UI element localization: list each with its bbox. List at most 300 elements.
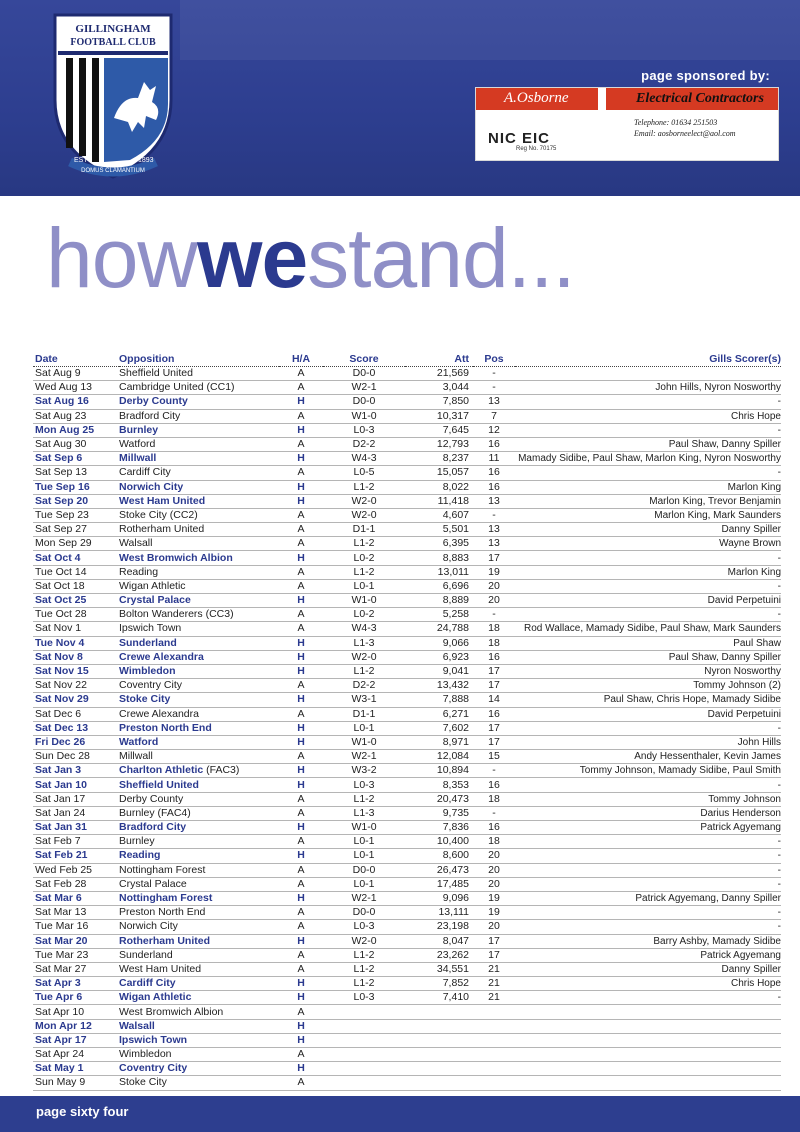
score-cell (323, 721, 405, 735)
scorers-cell (515, 523, 781, 537)
score-text: L1-2 (353, 962, 375, 975)
scorers-cell (515, 1033, 781, 1047)
opposition-cell (119, 877, 279, 891)
match-date-text: Sat Sep 27 (35, 523, 87, 536)
table-row (33, 750, 781, 764)
score-text: W2-1 (351, 750, 377, 763)
opposition-cell (119, 480, 279, 494)
scorers-cell (515, 835, 781, 849)
attendance-text: 9,066 (442, 636, 469, 649)
attendance-cell (405, 806, 473, 820)
league-position-cell (473, 948, 515, 962)
scorers-text: - (777, 907, 781, 919)
home-away-text: H (297, 636, 305, 649)
league-position-text: 17 (488, 735, 500, 748)
opposition-text: Nottingham Forest (119, 892, 213, 905)
home-away-cell (279, 367, 323, 381)
attendance-cell (405, 906, 473, 920)
opposition-text: Stoke City (119, 1076, 167, 1089)
scorers-text: - (777, 609, 781, 621)
match-date-cell (33, 735, 119, 749)
opposition-cell (119, 1019, 279, 1033)
score-text: L1-2 (353, 948, 375, 961)
league-position-text: - (492, 806, 496, 819)
home-away-text: H (297, 934, 305, 947)
attendance-cell (405, 764, 473, 778)
scorers-cell (515, 579, 781, 593)
home-away-text: A (297, 806, 305, 819)
scorers-cell (515, 891, 781, 905)
score-cell (323, 622, 405, 636)
match-date-text: Sat Jan 17 (35, 792, 86, 805)
home-away-text: A (297, 409, 305, 422)
opposition-cell (119, 579, 279, 593)
scorers-cell (515, 395, 781, 409)
match-date-text: Sat Apr 10 (35, 1005, 85, 1018)
opposition-cell (119, 594, 279, 608)
attendance-text: 7,602 (442, 721, 469, 734)
home-away-cell (279, 891, 323, 905)
scorers-text: Marlon King (727, 481, 781, 493)
scorers-cell (515, 1062, 781, 1076)
match-date-text: Sat Mar 20 (35, 934, 88, 947)
league-position-cell (473, 1048, 515, 1062)
opposition-cell (119, 906, 279, 920)
header-score: Score (323, 352, 405, 367)
fixtures-body (33, 367, 781, 1091)
home-away-cell (279, 707, 323, 721)
home-away-text: A (297, 962, 305, 975)
match-date-text: Sat Jan 10 (35, 778, 87, 791)
opposition-text: Coventry City (119, 679, 183, 692)
opposition-cell (119, 494, 279, 508)
attendance-cell (405, 821, 473, 835)
opposition-cell (119, 537, 279, 551)
home-away-cell (279, 466, 323, 480)
opposition-cell (119, 437, 279, 451)
score-cell (323, 494, 405, 508)
score-cell (323, 962, 405, 976)
opposition-text: Cardiff City (119, 977, 176, 990)
score-cell (323, 1033, 405, 1047)
opposition-text: Preston North End (119, 906, 206, 919)
opposition-cell (119, 707, 279, 721)
league-position-text: 20 (488, 579, 500, 592)
match-date-text: Sat Nov 1 (35, 622, 82, 635)
score-text: L0-1 (353, 849, 375, 862)
table-row (33, 835, 781, 849)
match-date-cell (33, 991, 119, 1005)
score-text: D2-2 (352, 679, 376, 692)
scorers-cell (515, 367, 781, 381)
league-position-text: 20 (488, 920, 500, 933)
opposition-cell (119, 1076, 279, 1090)
home-away-cell (279, 664, 323, 678)
league-position-cell (473, 565, 515, 579)
score-text: L0-1 (353, 877, 375, 890)
opposition-cell (119, 977, 279, 991)
score-text: W1-0 (351, 821, 377, 834)
league-position-cell (473, 906, 515, 920)
match-date-text: Sat Aug 30 (35, 438, 87, 451)
attendance-text: 21,569 (436, 367, 469, 380)
opposition-cell (119, 1033, 279, 1047)
table-row (33, 792, 781, 806)
opposition-cell (119, 622, 279, 636)
attendance-cell (405, 1048, 473, 1062)
attendance-cell (405, 608, 473, 622)
score-cell (323, 821, 405, 835)
home-away-text: A (297, 906, 305, 919)
score-text: L1-2 (353, 665, 375, 678)
attendance-text: 10,400 (436, 835, 469, 848)
opposition-text: Bolton Wanderers (CC3) (119, 608, 234, 621)
scorers-text: - (777, 878, 781, 890)
home-away-text: H (297, 594, 305, 607)
home-away-cell (279, 565, 323, 579)
attendance-cell (405, 452, 473, 466)
league-position-cell (473, 821, 515, 835)
table-row (33, 508, 781, 522)
scorers-cell (515, 750, 781, 764)
opposition-text: Sheffield United (119, 778, 199, 791)
home-away-cell (279, 608, 323, 622)
attendance-cell (405, 991, 473, 1005)
score-text: W2-1 (351, 892, 377, 905)
attendance-text: 12,084 (436, 750, 469, 763)
score-text: W2-0 (351, 508, 377, 521)
attendance-cell (405, 508, 473, 522)
sponsor-email: Email: aosborneelect@aol.com (634, 129, 736, 138)
home-away-text: A (297, 750, 305, 763)
match-date-cell (33, 1005, 119, 1019)
match-date-cell (33, 891, 119, 905)
attendance-text: 10,894 (436, 764, 469, 777)
league-position-cell (473, 579, 515, 593)
header-scorers: Gills Scorer(s) (515, 352, 781, 367)
scorers-text: David Perpetuini (707, 708, 781, 720)
home-away-text: A (297, 1076, 305, 1089)
match-date-cell (33, 494, 119, 508)
home-away-cell (279, 1019, 323, 1033)
home-away-cell (279, 551, 323, 565)
score-cell (323, 367, 405, 381)
scorers-text: Paul Shaw, Danny Spiller (668, 439, 781, 451)
attendance-cell (405, 707, 473, 721)
attendance-cell (405, 381, 473, 395)
attendance-cell (405, 721, 473, 735)
match-date-text: Sat Nov 8 (35, 650, 83, 663)
scorers-cell (515, 636, 781, 650)
attendance-cell (405, 594, 473, 608)
table-row (33, 395, 781, 409)
match-date-text: Sat Apr 17 (35, 1033, 87, 1046)
home-away-cell (279, 977, 323, 991)
scorers-text: - (777, 467, 781, 479)
attendance-text: 26,473 (436, 863, 469, 876)
score-text: D0-0 (352, 395, 376, 408)
attendance-cell (405, 437, 473, 451)
score-cell (323, 991, 405, 1005)
table-row (33, 934, 781, 948)
attendance-cell (405, 920, 473, 934)
scorers-cell (515, 920, 781, 934)
scorers-cell (515, 1076, 781, 1090)
home-away-cell (279, 821, 323, 835)
home-away-text: A (297, 466, 305, 479)
match-date-cell (33, 764, 119, 778)
table-row (33, 664, 781, 678)
score-text: D0-0 (352, 906, 376, 919)
attendance-text: 20,473 (436, 792, 469, 805)
home-away-cell (279, 381, 323, 395)
home-away-text: A (297, 608, 305, 621)
scorers-text: - (777, 864, 781, 876)
match-date-cell (33, 750, 119, 764)
attendance-text: 8,600 (442, 849, 469, 862)
league-position-cell (473, 920, 515, 934)
home-away-cell (279, 863, 323, 877)
league-position-cell (473, 693, 515, 707)
opposition-cell (119, 835, 279, 849)
league-position-cell (473, 381, 515, 395)
score-cell (323, 565, 405, 579)
match-date-text: Tue Sep 23 (35, 508, 89, 521)
match-date-text: Sat Mar 27 (35, 962, 87, 975)
score-cell (323, 1076, 405, 1090)
match-date-text: Tue Mar 23 (35, 948, 89, 961)
match-date-text: Tue Oct 28 (35, 608, 87, 621)
score-text: D1-1 (352, 523, 376, 536)
scorers-cell (515, 551, 781, 565)
attendance-text: 8,971 (442, 735, 469, 748)
opposition-cell (119, 863, 279, 877)
match-date-cell (33, 650, 119, 664)
home-away-cell (279, 721, 323, 735)
scorers-cell (515, 565, 781, 579)
match-date-cell (33, 508, 119, 522)
home-away-text: A (297, 920, 305, 933)
league-position-cell (473, 551, 515, 565)
score-text: W4-3 (351, 452, 377, 465)
table-row (33, 778, 781, 792)
page-title (46, 210, 575, 306)
match-date-cell (33, 707, 119, 721)
home-away-text: A (297, 679, 305, 692)
home-away-cell (279, 579, 323, 593)
score-text: W4-3 (351, 622, 377, 635)
league-position-cell (473, 650, 515, 664)
match-date-text: Tue Nov 4 (35, 636, 85, 649)
league-position-text: 14 (488, 693, 500, 706)
table-row (33, 1005, 781, 1019)
scorers-cell (515, 480, 781, 494)
opposition-cell (119, 849, 279, 863)
score-cell (323, 579, 405, 593)
opposition-cell (119, 1062, 279, 1076)
scorers-text: - (777, 396, 781, 408)
table-row (33, 735, 781, 749)
scorers-text: Tommy Johnson, Mamady Sidibe, Paul Smith (579, 765, 781, 777)
scorers-cell (515, 863, 781, 877)
league-position-cell (473, 977, 515, 991)
score-cell (323, 551, 405, 565)
match-date-text: Sat Jan 24 (35, 806, 86, 819)
league-position-cell (473, 437, 515, 451)
title-we: we (197, 211, 308, 305)
league-position-cell (473, 835, 515, 849)
match-date-cell (33, 948, 119, 962)
scorers-cell (515, 764, 781, 778)
attendance-text: 4,607 (442, 508, 469, 521)
match-date-cell (33, 636, 119, 650)
home-away-cell (279, 764, 323, 778)
home-away-cell (279, 948, 323, 962)
home-away-text: H (297, 480, 305, 493)
home-away-text: H (297, 821, 305, 834)
scorers-text: Marlon King, Trevor Benjamin (649, 495, 781, 507)
score-cell (323, 452, 405, 466)
opposition-text: Walsall (119, 1019, 155, 1032)
opposition-text: Coventry City (119, 1062, 188, 1075)
home-away-text: A (297, 1005, 305, 1018)
opposition-text: Sunderland (119, 948, 173, 961)
league-position-cell (473, 409, 515, 423)
scorers-cell (515, 792, 781, 806)
attendance-cell (405, 835, 473, 849)
match-date-text: Sun May 9 (35, 1076, 86, 1089)
attendance-cell (405, 636, 473, 650)
home-away-cell (279, 906, 323, 920)
scorers-text: - (777, 580, 781, 592)
attendance-cell (405, 622, 473, 636)
match-date-cell (33, 920, 119, 934)
home-away-cell (279, 934, 323, 948)
match-date-text: Sat Jan 3 (35, 764, 82, 777)
attendance-text: 7,836 (442, 821, 469, 834)
score-cell (323, 806, 405, 820)
score-cell (323, 849, 405, 863)
league-position-text: 19 (488, 565, 500, 578)
attendance-text: 6,271 (442, 707, 469, 720)
sponsor-label: page sponsored by: (641, 68, 770, 83)
scorers-text: Rod Wallace, Mamady Sidibe, Paul Shaw, Mark Saunders (524, 623, 781, 635)
attendance-cell (405, 863, 473, 877)
score-cell (323, 636, 405, 650)
opposition-text: Bradford City (119, 821, 187, 834)
match-date-cell (33, 906, 119, 920)
match-date-cell (33, 551, 119, 565)
match-date-text: Sat Aug 23 (35, 409, 87, 422)
league-position-text: 13 (488, 537, 500, 550)
table-row (33, 877, 781, 891)
home-away-text: H (297, 452, 305, 465)
score-cell (323, 693, 405, 707)
match-date-text: Sat Mar 6 (35, 892, 82, 905)
score-cell (323, 523, 405, 537)
opposition-text: Bradford City (119, 409, 181, 422)
score-text: W1-0 (351, 409, 377, 422)
score-text: L0-1 (353, 721, 375, 734)
home-away-text: A (297, 1048, 305, 1061)
opposition-cell (119, 664, 279, 678)
attendance-text: 6,923 (442, 650, 469, 663)
league-position-cell (473, 934, 515, 948)
score-cell (323, 906, 405, 920)
match-date-text: Sat Feb 7 (35, 835, 81, 848)
attendance-text: 17,485 (436, 877, 469, 890)
home-away-cell (279, 494, 323, 508)
scorers-cell (515, 948, 781, 962)
score-text: L0-3 (353, 423, 375, 436)
opposition-text: Sheffield United (119, 367, 193, 380)
scorers-text: Marlon King, Mark Saunders (654, 509, 781, 521)
attendance-cell (405, 778, 473, 792)
opposition-cell (119, 806, 279, 820)
opposition-cell (119, 721, 279, 735)
score-cell (323, 395, 405, 409)
match-date-text: Sat Aug 16 (35, 395, 89, 408)
scorers-text: Paul Shaw, Danny Spiller (668, 651, 781, 663)
attendance-cell (405, 565, 473, 579)
attendance-cell (405, 480, 473, 494)
score-text: D0-0 (352, 863, 376, 876)
home-away-text: A (297, 523, 305, 536)
scorers-text: David Perpetuini (707, 595, 781, 607)
score-text: W1-0 (351, 735, 377, 748)
sponsor-ad[interactable] (475, 87, 779, 161)
table-row (33, 579, 781, 593)
scorers-cell (515, 437, 781, 451)
scorers-cell (515, 934, 781, 948)
match-date-text: Sat Sep 13 (35, 466, 87, 479)
match-date-text: Wed Aug 13 (35, 381, 93, 394)
opposition-text: Crewe Alexandra (119, 707, 199, 720)
scorers-text: - (777, 836, 781, 848)
match-date-cell (33, 1062, 119, 1076)
attendance-cell (405, 693, 473, 707)
opposition-cell (119, 891, 279, 905)
table-row (33, 821, 781, 835)
opposition-text: Millwall (119, 452, 157, 465)
score-cell (323, 664, 405, 678)
crest-est: EST (74, 157, 88, 164)
match-date-cell (33, 480, 119, 494)
score-text: W2-0 (351, 934, 377, 947)
league-position-text: 18 (488, 835, 500, 848)
home-away-text: A (297, 438, 305, 451)
match-date-cell (33, 594, 119, 608)
club-crest-icon (52, 12, 174, 180)
league-position-text: 20 (488, 877, 500, 890)
league-position-cell (473, 594, 515, 608)
table-row (33, 650, 781, 664)
score-cell (323, 480, 405, 494)
home-away-cell (279, 792, 323, 806)
score-cell (323, 891, 405, 905)
score-text: W2-1 (351, 381, 377, 394)
league-position-cell (473, 1005, 515, 1019)
home-away-text: A (297, 863, 305, 876)
scorers-cell (515, 423, 781, 437)
attendance-text: 8,353 (442, 778, 469, 791)
attendance-text: 13,111 (438, 906, 469, 919)
score-cell (323, 437, 405, 451)
attendance-text: 8,237 (442, 452, 469, 465)
home-away-text: A (297, 367, 305, 380)
attendance-text: 15,057 (436, 466, 469, 479)
scorers-text: Marlon King (727, 566, 781, 578)
